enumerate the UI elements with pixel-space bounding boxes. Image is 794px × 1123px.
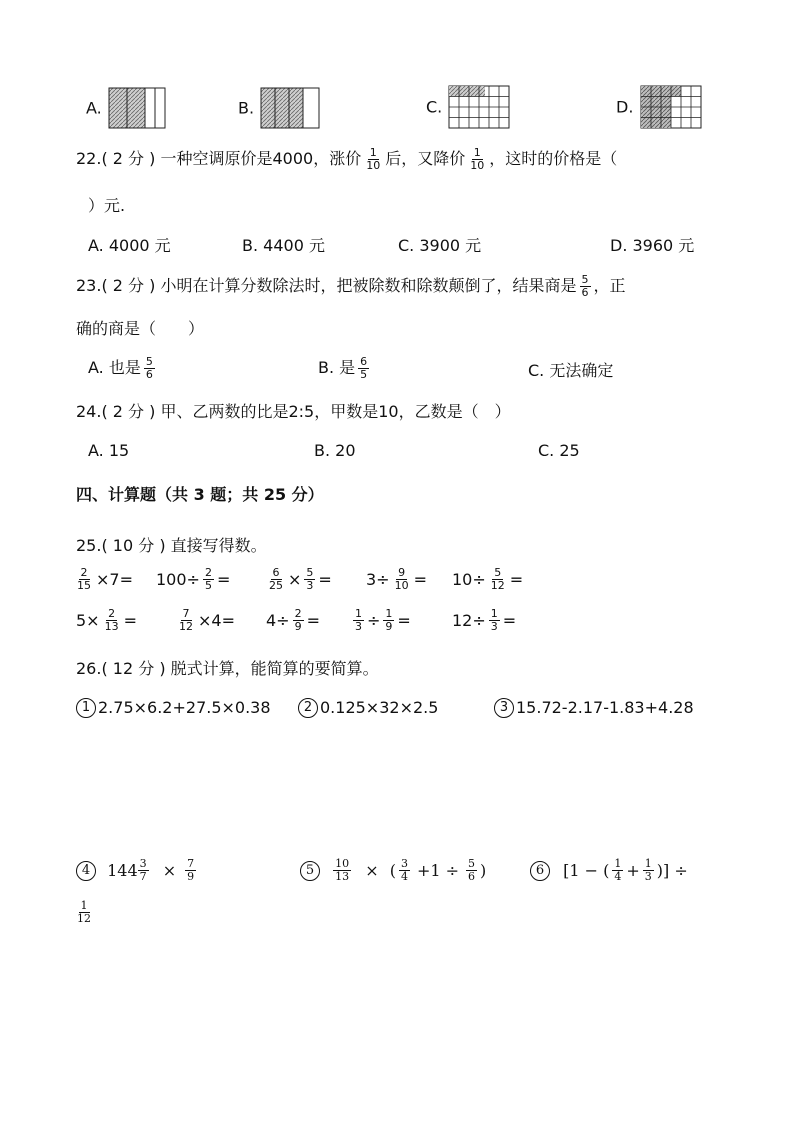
q24-option-b[interactable]: B. 20 (314, 441, 356, 460)
q21-option-d[interactable] (616, 84, 703, 130)
q24-score: ( 2 分 ) (101, 402, 156, 421)
q22-stem (76, 146, 617, 172)
q23-text-2: ，正 (593, 276, 626, 295)
q22-text-1: 一种空调原价是4000，涨价 (160, 149, 362, 168)
q26-p6-trailing-fraction: $\frac{1}{12}$ (77, 899, 91, 925)
q24-stem (76, 399, 511, 422)
q22-fraction-2: $\frac{1}{10}$ (470, 146, 485, 172)
q25-r2-e5: 12÷ $\frac{1}{3}$ = (452, 607, 517, 633)
q26-problem-3 (494, 697, 694, 718)
q26-problem-6: 6 [1 − ( $\frac{1}{4}$ + $\frac{1}{3}$ )] ÷ (530, 858, 688, 883)
q26-p2-mark: 2 (298, 698, 318, 718)
q21-figure-d (639, 84, 703, 130)
q21-option-a[interactable] (86, 86, 167, 130)
q26-p4-mark: 4 (76, 861, 96, 881)
q25-stem (76, 533, 267, 556)
q25-r2-e4: $\frac{1}{3}$ ÷ $\frac{1}{9}$ = (355, 607, 411, 633)
q21-option-b-label: B. (238, 98, 255, 118)
q25-r1-e5: 10÷ $\frac{5}{12}$ = (452, 566, 524, 592)
q26-p3-mark: 3 (494, 698, 514, 718)
q23-score: ( 2 分 ) (101, 276, 156, 295)
q24-option-a[interactable]: A. 15 (88, 441, 130, 460)
q21-option-a-label: A. (86, 98, 102, 118)
q26-p3-expr: 15.72-2.17-1.83+4.28 (516, 698, 694, 717)
q25-r1-e1: $\frac{2}{15}$ ×7= (77, 566, 133, 592)
q22-text-2: 后，又降价 (385, 149, 466, 168)
q25-number: 25. (76, 536, 102, 555)
q26-p1-expr: 2.75×6.2+27.5×0.38 (98, 698, 271, 717)
q25-r2-e1: 5× $\frac{2}{13}$ = (76, 607, 137, 633)
q21-figure-a (107, 86, 167, 130)
q25-text: 直接写得数。 (170, 536, 267, 555)
q26-problem-4: 4 144 $\frac{3}{7}$ × $\frac{7}{9}$ (76, 858, 199, 883)
q25-r2-e2: $\frac{7}{12}$ ×4= (179, 607, 235, 633)
q24-number: 24. (76, 402, 102, 421)
q25-score: ( 10 分 ) (101, 536, 166, 555)
q22-fraction-1: $\frac{1}{10}$ (366, 146, 381, 172)
q26-p1-mark: 1 (76, 698, 96, 718)
section-4-title: 四、计算题（共 3 题；共 25 分） (76, 485, 324, 504)
q22-option-d[interactable]: D. 3960 元 (610, 236, 695, 255)
q21-figure-c (447, 84, 511, 130)
q22-option-a[interactable]: A. 4000 元 (88, 236, 171, 255)
q26-p5-mark: 5 (300, 861, 320, 881)
q26-p6-mark: 6 (530, 861, 550, 881)
q25-r1-e4: 3÷ $\frac{9}{10}$ = (366, 566, 427, 592)
q23-option-b[interactable] (318, 355, 372, 381)
q22-option-c[interactable]: C. 3900 元 (398, 236, 482, 255)
q21-figure-b (259, 86, 321, 130)
q23-option-c[interactable]: C. 无法确定 (528, 361, 614, 380)
q21-option-b[interactable] (238, 86, 321, 130)
q26-stem (76, 656, 379, 679)
q23-option-a[interactable] (88, 355, 158, 381)
q26-number: 26. (76, 659, 102, 678)
q23-stem (76, 273, 626, 299)
q22-text-3: ，这时的价格是（ (489, 149, 618, 168)
q23-text-1: 小明在计算分数除法时，把被除数和除数颠倒了，结果商是 (160, 276, 577, 295)
q24-text: 甲、乙两数的比是2:5，甲数是10，乙数是（ ） (160, 402, 511, 421)
q23-option-a-label: A. 也是 (88, 358, 141, 377)
q24-option-c[interactable]: C. 25 (538, 441, 580, 460)
q26-problem-5: 5 $\frac{10}{13}$ × ( $\frac{3}{4}$ +1 ÷ $\frac{5}{6}$ ) (300, 858, 486, 883)
q26-text: 脱式计算，能简算的要简算。 (170, 659, 379, 678)
q21-option-c-label: C. (426, 97, 443, 117)
q22-score: ( 2 分 ) (101, 149, 156, 168)
q21-option-d-label: D. (616, 97, 634, 117)
q23-option-b-fraction: $\frac{6}{5}$ (360, 355, 368, 381)
q22-option-b[interactable]: B. 4400 元 (242, 236, 325, 255)
q23-text-3: 确的商是（ ） (76, 319, 205, 338)
q25-r1-e2: 100÷ $\frac{2}{5}$ = (156, 566, 231, 592)
q25-r2-e3: 4÷ $\frac{2}{9}$ = (266, 607, 320, 633)
q25-r1-e3: $\frac{6}{25}$ × $\frac{5}{3}$ = (269, 566, 332, 592)
q26-problem-2 (298, 697, 438, 718)
q23-number: 23. (76, 276, 102, 295)
q23-option-b-label: B. 是 (318, 358, 356, 377)
q26-problem-1 (76, 697, 271, 718)
q21-option-c[interactable] (426, 84, 511, 130)
q22-number: 22. (76, 149, 102, 168)
q22-text-4: ）元. (88, 196, 126, 215)
q23-fraction: $\frac{5}{6}$ (581, 273, 589, 299)
q26-p2-expr: 0.125×32×2.5 (320, 698, 439, 717)
q26-score: ( 12 分 ) (101, 659, 166, 678)
q23-option-a-fraction: $\frac{5}{6}$ (145, 355, 153, 381)
